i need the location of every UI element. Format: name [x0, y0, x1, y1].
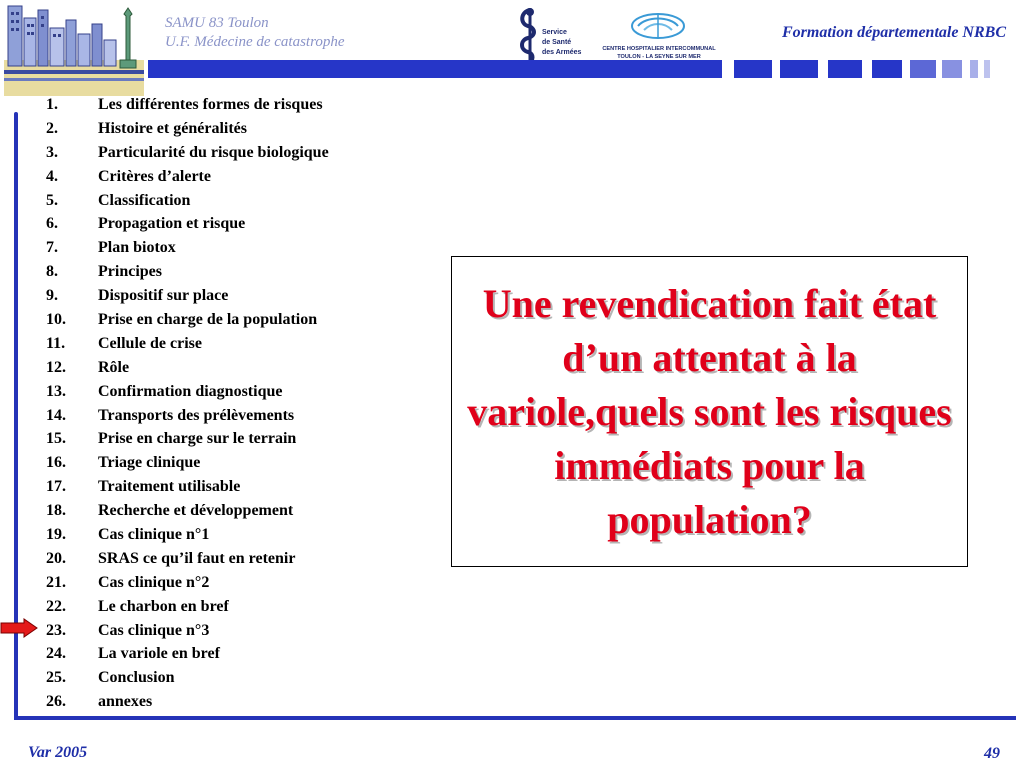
toc-item-number: 26.	[46, 693, 66, 711]
toc-item-label: SRAS ce qu’il faut en retenir	[98, 549, 296, 567]
current-item-arrow-icon	[0, 618, 38, 638]
toc-item-label: Cas clinique n°2	[98, 573, 210, 591]
page-title: Formation départementale NRBC	[781, 24, 1006, 41]
page-number: 49	[984, 745, 1000, 762]
toc-item-label: Propagation et risque	[98, 215, 246, 233]
toc-item-label: Cas clinique n°3	[98, 621, 210, 639]
organization-header	[165, 14, 345, 52]
toc-item-label: Les différentes formes de risques	[98, 96, 323, 113]
toc-item-number: 25.	[46, 669, 66, 687]
toc-item	[46, 93, 329, 117]
toc-item	[46, 571, 329, 595]
toc-item-number: 16.	[46, 454, 66, 472]
toc-item-number: 21.	[46, 573, 66, 591]
toc-item-number: 14.	[46, 406, 66, 424]
question-box	[451, 256, 968, 567]
toc-item	[46, 690, 329, 714]
toc-item	[46, 141, 329, 165]
header-square	[872, 60, 902, 78]
toc-item-label: Prise en charge de la population	[98, 311, 318, 329]
service-de-sante-logo	[512, 6, 592, 68]
toc-item	[46, 619, 329, 643]
toc-item-number: 3.	[46, 143, 58, 161]
toc-item-number: 1.	[46, 96, 58, 113]
toc-item	[46, 666, 329, 690]
toc-item	[46, 260, 329, 284]
toc-item-label: Histoire et généralités	[98, 119, 247, 137]
toc-item-label: Dispositif sur place	[98, 287, 229, 305]
header-square	[780, 60, 818, 78]
header-square	[828, 60, 862, 78]
ssa-logo-line2: de Santé	[542, 39, 572, 46]
question-text: Une revendication fait état d’un attentat à la variole,quels sont les risques immédiats pour la population?	[467, 280, 952, 542]
toc-item	[46, 332, 329, 356]
toc-item-number: 9.	[46, 287, 58, 305]
toc-item-number: 7.	[46, 239, 58, 257]
header-square	[910, 60, 936, 78]
toc-item-label: Confirmation diagnostique	[98, 382, 283, 400]
toc-item-number: 23.	[46, 621, 66, 639]
toc-item	[46, 308, 329, 332]
toc-item	[46, 595, 329, 619]
toc-item	[46, 547, 329, 571]
city-skyline-logo	[0, 0, 148, 98]
toc-item-label: Plan biotox	[98, 239, 176, 257]
table-of-contents	[46, 93, 329, 714]
toc-item	[46, 475, 329, 499]
toc-item	[46, 189, 329, 213]
toc-item-label: annexes	[98, 693, 153, 711]
toc-item	[46, 380, 329, 404]
toc-item-number: 20.	[46, 549, 66, 567]
org-unit: U.F. Médecine de catastrophe	[165, 34, 345, 50]
hospital-logo-line1: CENTRE HOSPITALIER INTERCOMMUNAL	[602, 46, 716, 52]
header-bar	[148, 60, 722, 78]
toc-item-number: 2.	[46, 119, 58, 137]
toc-item-number: 13.	[46, 382, 66, 400]
toc-item-label: Traitement utilisable	[98, 478, 241, 496]
toc-item-label: La variole en bref	[98, 645, 220, 663]
toc-item-number: 4.	[46, 167, 58, 185]
toc-item-number: 24.	[46, 645, 66, 663]
toc-item	[46, 236, 329, 260]
toc-item-number: 22.	[46, 597, 66, 615]
ssa-logo-line3: des Armées	[542, 49, 582, 56]
toc-item-label: Principes	[98, 263, 162, 281]
toc-item-number: 6.	[46, 215, 58, 233]
toc-item	[46, 356, 329, 380]
toc-item-label: Conclusion	[98, 669, 175, 687]
header-square	[734, 60, 772, 78]
toc-item	[46, 427, 329, 451]
hospital-logo	[600, 10, 718, 62]
toc-item-number: 5.	[46, 191, 58, 209]
toc-item-label: Rôle	[98, 358, 130, 376]
toc-item	[46, 642, 329, 666]
toc-item-label: Cellule de crise	[98, 334, 202, 352]
toc-item-number: 18.	[46, 502, 66, 520]
toc-item-number: 12.	[46, 358, 66, 376]
toc-item	[46, 499, 329, 523]
footer-label: Var 2005	[28, 744, 88, 761]
toc-item-number: 15.	[46, 430, 66, 448]
toc-item-number: 11.	[46, 334, 66, 352]
bottom-border-line	[14, 716, 1016, 720]
toc-item	[46, 284, 329, 308]
toc-item-label: Prise en charge sur le terrain	[98, 430, 297, 448]
toc-item	[46, 523, 329, 547]
org-name: SAMU 83 Toulon	[165, 15, 269, 31]
toc-item	[46, 117, 329, 141]
toc-item-label: Cas clinique n°1	[98, 526, 210, 544]
ssa-logo-line1: Service	[542, 29, 567, 36]
header-square	[942, 60, 962, 78]
toc-item	[46, 165, 329, 189]
header-square	[970, 60, 978, 78]
toc-item	[46, 451, 329, 475]
toc-item-label: Le charbon en bref	[98, 597, 229, 615]
toc-item-label: Particularité du risque biologique	[98, 143, 329, 161]
toc-item-label: Recherche et développement	[98, 502, 294, 520]
toc-item	[46, 404, 329, 428]
toc-item-label: Transports des prélèvements	[98, 406, 295, 424]
hospital-logo-line2: TOULON - LA SEYNE SUR MER	[617, 54, 701, 60]
toc-item	[46, 212, 329, 236]
toc-item-number: 17.	[46, 478, 66, 496]
toc-item-label: Critères d’alerte	[98, 167, 211, 185]
toc-item-number: 10.	[46, 311, 66, 329]
toc-item-number: 19.	[46, 526, 66, 544]
toc-item-number: 8.	[46, 263, 58, 281]
toc-item-label: Classification	[98, 191, 191, 209]
toc-item-label: Triage clinique	[98, 454, 201, 472]
header-square	[984, 60, 990, 78]
